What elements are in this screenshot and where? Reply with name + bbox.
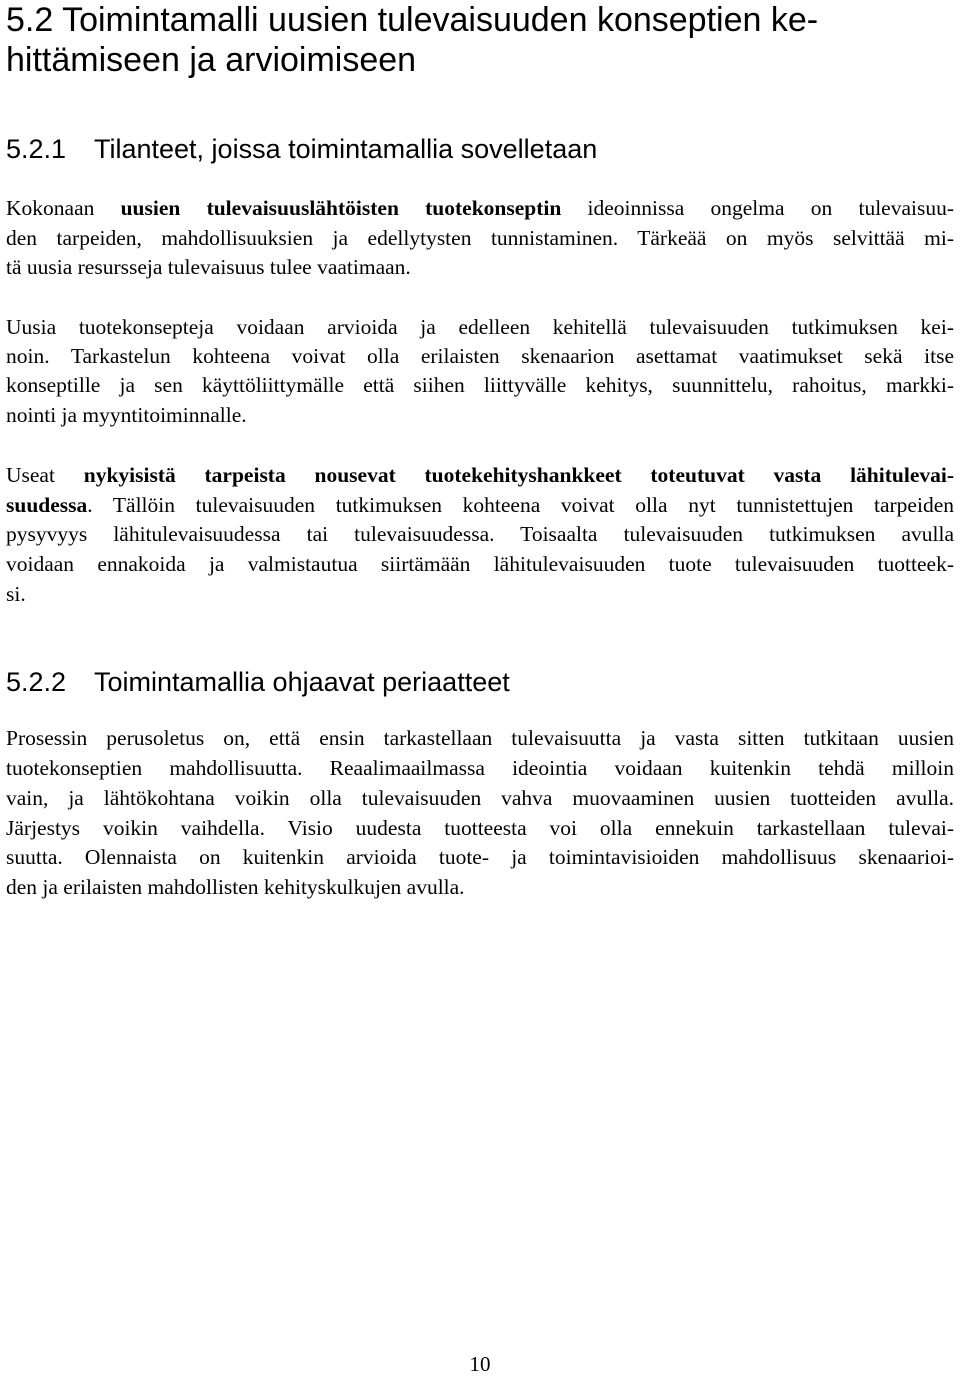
paragraph-line: vain, ja lähtökohtana voikin olla tulevaisuuden vahva muovaaminen uusien tuotteiden avulla. [6, 786, 954, 810]
section-heading-line1: 5.2 Toimintamalli uusien tulevaisuuden konseptien ke- [6, 1, 819, 39]
text-span: Kokonaan [6, 196, 121, 220]
subsection-title: Tilanteet, joissa toimintamallia sovelletaan [94, 134, 598, 164]
paragraph-line: den tarpeiden, mahdollisuuksien ja edellytysten tunnistaminen. Tärkeää on myös selvittää mi- [6, 226, 954, 250]
paragraph-line: noin. Tarkastelun kohteena voivat olla erilaisten skenaarion asettamat vaatimukset sekä itse [6, 344, 954, 368]
text-span: Useat [6, 463, 84, 487]
paragraph-line: si. [6, 582, 26, 606]
bold-text: uusien tulevaisuuslähtöisten tuotekonseptin [120, 196, 562, 220]
subsection-heading-5-2-1 [6, 133, 597, 165]
paragraph-line: Prosessin perusoletus on, että ensin tarkastellaan tulevaisuutta ja vasta sitten tutkitaan uusien [6, 726, 954, 750]
paragraph-line [6, 194, 954, 224]
paragraph-line: Järjestys voikin vaihdella. Visio uudesta tuotteesta voi olla ennekuin tarkastellaan tulevai- [6, 816, 954, 840]
paragraph-line: suutta. Olennaista on kuitenkin arvioida tuote- ja toimintavisioiden mahdollisuus skenaarioi- [6, 845, 954, 869]
paragraph-line [6, 491, 954, 521]
subsection-heading-5-2-2 [6, 666, 510, 698]
text-span: ideoinnissa ongelma on tulevaisuu- [561, 196, 954, 220]
subsection-number: 5.2.2 [6, 667, 67, 697]
bold-text: suudessa [6, 493, 88, 517]
paragraph-line: voidaan ennakoida ja valmistautua siirtämään lähitulevaisuuden tuote tulevaisuuden tuotteek- [6, 552, 954, 576]
paragraph-line: tuotekonseptien mahdollisuutta. Reaalimaailmassa ideointia voidaan kuitenkin tehdä milloin [6, 756, 954, 780]
bold-text: nykyisistä tarpeista nousevat tuotekehityshankkeet toteutuvat vasta lähitulevai- [83, 463, 954, 487]
subsection-title: Toimintamallia ohjaavat periaatteet [94, 667, 510, 697]
paragraph-line: nointi ja myyntitoiminnalle. [6, 403, 247, 427]
paragraph-line: pysyvyys lähitulevaisuudessa tai tulevaisuudessa. Toisaalta tulevaisuuden tutkimuksen avulla [6, 522, 954, 546]
paragraph-line: den ja erilaisten mahdollisten kehityskulkujen avulla. [6, 875, 465, 899]
paragraph-line: Uusia tuotekonsepteja voidaan arvioida ja edelleen kehitellä tulevaisuuden tutkimuksen kei- [6, 315, 954, 339]
page-number: 10 [469, 1352, 491, 1376]
paragraph-line [6, 461, 954, 491]
text-span: . Tällöin tulevaisuuden tutkimuksen kohteena voivat olla nyt tunnistettujen tarpeiden [87, 493, 954, 517]
subsection-number: 5.2.1 [6, 134, 67, 164]
paragraph-line: konseptille ja sen käyttöliittymälle että siihen liittyvälle kehitys, suunnittelu, rahoitus, markki- [6, 373, 954, 397]
paragraph-line: tä uusia resursseja tulevaisuus tulee vaatimaan. [6, 255, 411, 279]
section-heading-line2: hittämiseen ja arvioimiseen [6, 41, 417, 79]
